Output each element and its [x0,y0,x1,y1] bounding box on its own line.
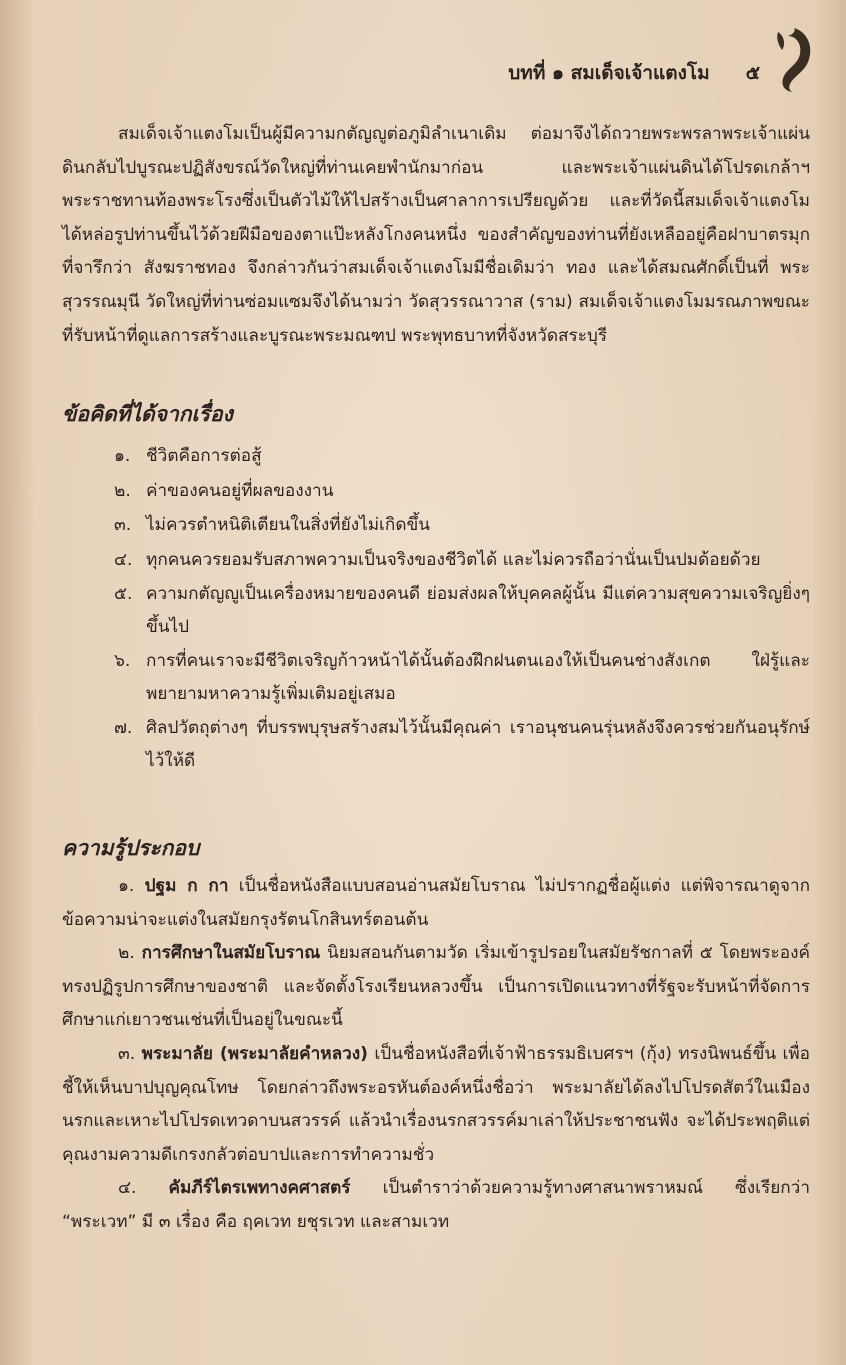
item-number: ๒. [114,480,131,501]
knowledge-term: คัมภีร์ไตรเพทางคศาสตร์ [168,1178,351,1199]
item-number: ๑. [114,446,131,466]
knowledge-item [62,1038,810,1172]
knowledge-heading: ความรู้ประกอบ [62,835,200,860]
item-number: ๔. [114,549,133,570]
intro-paragraph-block [62,118,810,353]
knowledge-text: นิยมสอนกันตามวัด เริ่มเข้ารูปรอยในสมัยรัชกาลที่ ๕ โดยพระองค์ทรงปฏิรูปการศึกษาของชาติ และจัดตั้งโรงเรียนหลวงขึ้น เป็นการเปิดแนวทางที่รัฐจะรับหน้าที่จัดการศึกษาแก่เยาวชนเช่นที่เป็นอยู่ในขณะนี้ [62,943,810,1031]
knowledge-text: เป็นชื่อหนังสือแบบสอนอ่านสมัยโบราณ ไม่ปรากฏชื่อผู้แต่ง แต่พิจารณาดูจากข้อความน่าจะแต่งในสมัยกรุงรัตนโกสินทร์ตอนต้น [62,876,811,930]
running-header [508,58,760,88]
item-number: ๓. [118,1043,136,1064]
item-number: ๒. [118,943,135,964]
item-text: ชีวิตคือการต่อสู้ [146,446,262,466]
knowledge-text: เป็นชื่อหนังสือที่เจ้าฟ้าธรรมธิเบศรฯ (กุ้ง) ทรงนิพนธ์ขึ้น เพื่อชี้ให้เห็นบาปบุญคุณโทษ โดยกล่าวถึงพระอรหันต์องค์หนึ่งชื่อว่า พระมาลัยได้ลงไปโปรดสัตว์ในเมืองนรกและเหาะไปโปรดเทวดาบนสวรรค์ แล้วนำเรื่องนรกสวรรค์มาเล่าให้ประชาชนฟัง จะได้ประพฤติแต่คุณงามความดีเกรงกลัวต่อบาปและการทำความชั่ว [62,1043,810,1165]
knowledge-item [62,1172,810,1239]
item-number: ๑. [118,876,135,896]
knowledge-term: ปฐม ก กา [144,876,229,896]
lessons-heading: ข้อคิดที่ได้จากเรื่อง [62,401,233,426]
knowledge-text: เป็นตำราว่าด้วยความรู้ทางศาสนาพราหมณ์ ซึ่งเรียกว่า “พระเวท” มี ๓ เรื่อง คือ ฤคเวท ยชุรเวท และสามเวท [62,1178,810,1232]
knowledge-item [62,870,810,937]
lessons-list [114,440,810,779]
list-item [114,509,810,542]
item-number: ๗. [114,718,133,738]
item-text: ทุกคนควรยอมรับสภาพความเป็นจริงของชีวิตได้ และไม่ควรถือว่านั่นเป็นปมด้อยด้วย [146,549,761,570]
item-number: ๓. [114,515,132,535]
list-item [114,645,810,710]
item-text: ค่าของคนอยู่ที่ผลของงาน [146,480,334,501]
list-item [114,475,810,508]
chapter-title: บทที่ ๑ สมเด็จเจ้าแตงโม [508,62,710,84]
list-item [114,544,810,577]
item-text: การที่คนเราจะมีชีวิตเจริญก้าวหน้าได้นั้นต้องฝึกฝนตนเองให้เป็นคนช่างสังเกต ใฝ่รู้และพยายามหาความรู้เพิ่มเติมอยู่เสมอ [146,651,810,704]
knowledge-list [62,870,810,1240]
item-number: ๕. [114,584,133,604]
knowledge-item [62,937,810,1038]
item-text: ความกตัญญูเป็นเครื่องหมายของคนดี ย่อมส่งผลให้บุคคลผู้นั้น มีแต่ความสุขความเจริญยิ่งๆ ขึ้นไป [146,584,810,637]
item-text: ไม่ควรตำหนิติเตียนในสิ่งที่ยังไม่เกิดขึ้น [146,515,430,535]
page-number: ๕ [745,62,760,84]
list-item [114,712,810,777]
item-number: ๔. [118,1178,137,1199]
knowledge-term: การศึกษาในสมัยโบราณ [141,943,321,964]
list-item [114,440,810,473]
item-text: ศิลปวัตถุต่างๆ ที่บรรพบุรุษสร้างสมไว้นั้นมีคุณค่า เราอนุชนคนรุ่นหลังจึงควรช่วยกันอนุรักษ์ไว้ให้ดี [146,718,810,771]
item-number: ๖. [114,651,131,671]
thai-ornament-icon [764,22,816,94]
intro-paragraph: สมเด็จเจ้าแตงโมเป็นผู้มีความกตัญญูต่อภูมิลำเนาเดิม ต่อมาจึงได้ถวายพระพรลาพระเจ้าแผ่นดินกลับไปบูรณะปฏิสังขรณ์วัดใหญ่ที่ท่านเคยพำนักมาก่อน และพระเจ้าแผ่นดินได้โปรดเกล้าฯ พระราชทานท้องพระโรงซึ่งเป็นตัวไม้ให้ไปสร้างเป็นศาลาการเปรียญด้วย และที่วัดนี้สมเด็จเจ้าแตงโมได้หล่อรูปท่านขึ้นไว้ด้วยฝีมือของตาแป๊ะหลังโกงคนหนึ่ง ของสำคัญของท่านที่ยังเหลืออยู่คือฝาบาตรมุกที่จารึกว่า สังฆราชทอง จึงกล่าวกันว่าสมเด็จเจ้าแตงโมมีชื่อเดิมว่า ทอง และได้สมณศักดิ์เป็นที่ พระสุวรรณมุนี วัดใหญ่ที่ท่านซ่อมแซมจึงได้นามว่า วัดสุวรรณาวาส (ราม) สมเด็จเจ้าแตงโมมรณภาพขณะที่รับหน้าที่ดูแลการสร้างและบูรณะพระมณฑป พระพุทธบาทที่จังหวัดสระบุรี [62,124,810,346]
knowledge-term: พระมาลัย (พระมาลัยคำหลวง) [141,1043,369,1064]
list-item [114,578,810,643]
